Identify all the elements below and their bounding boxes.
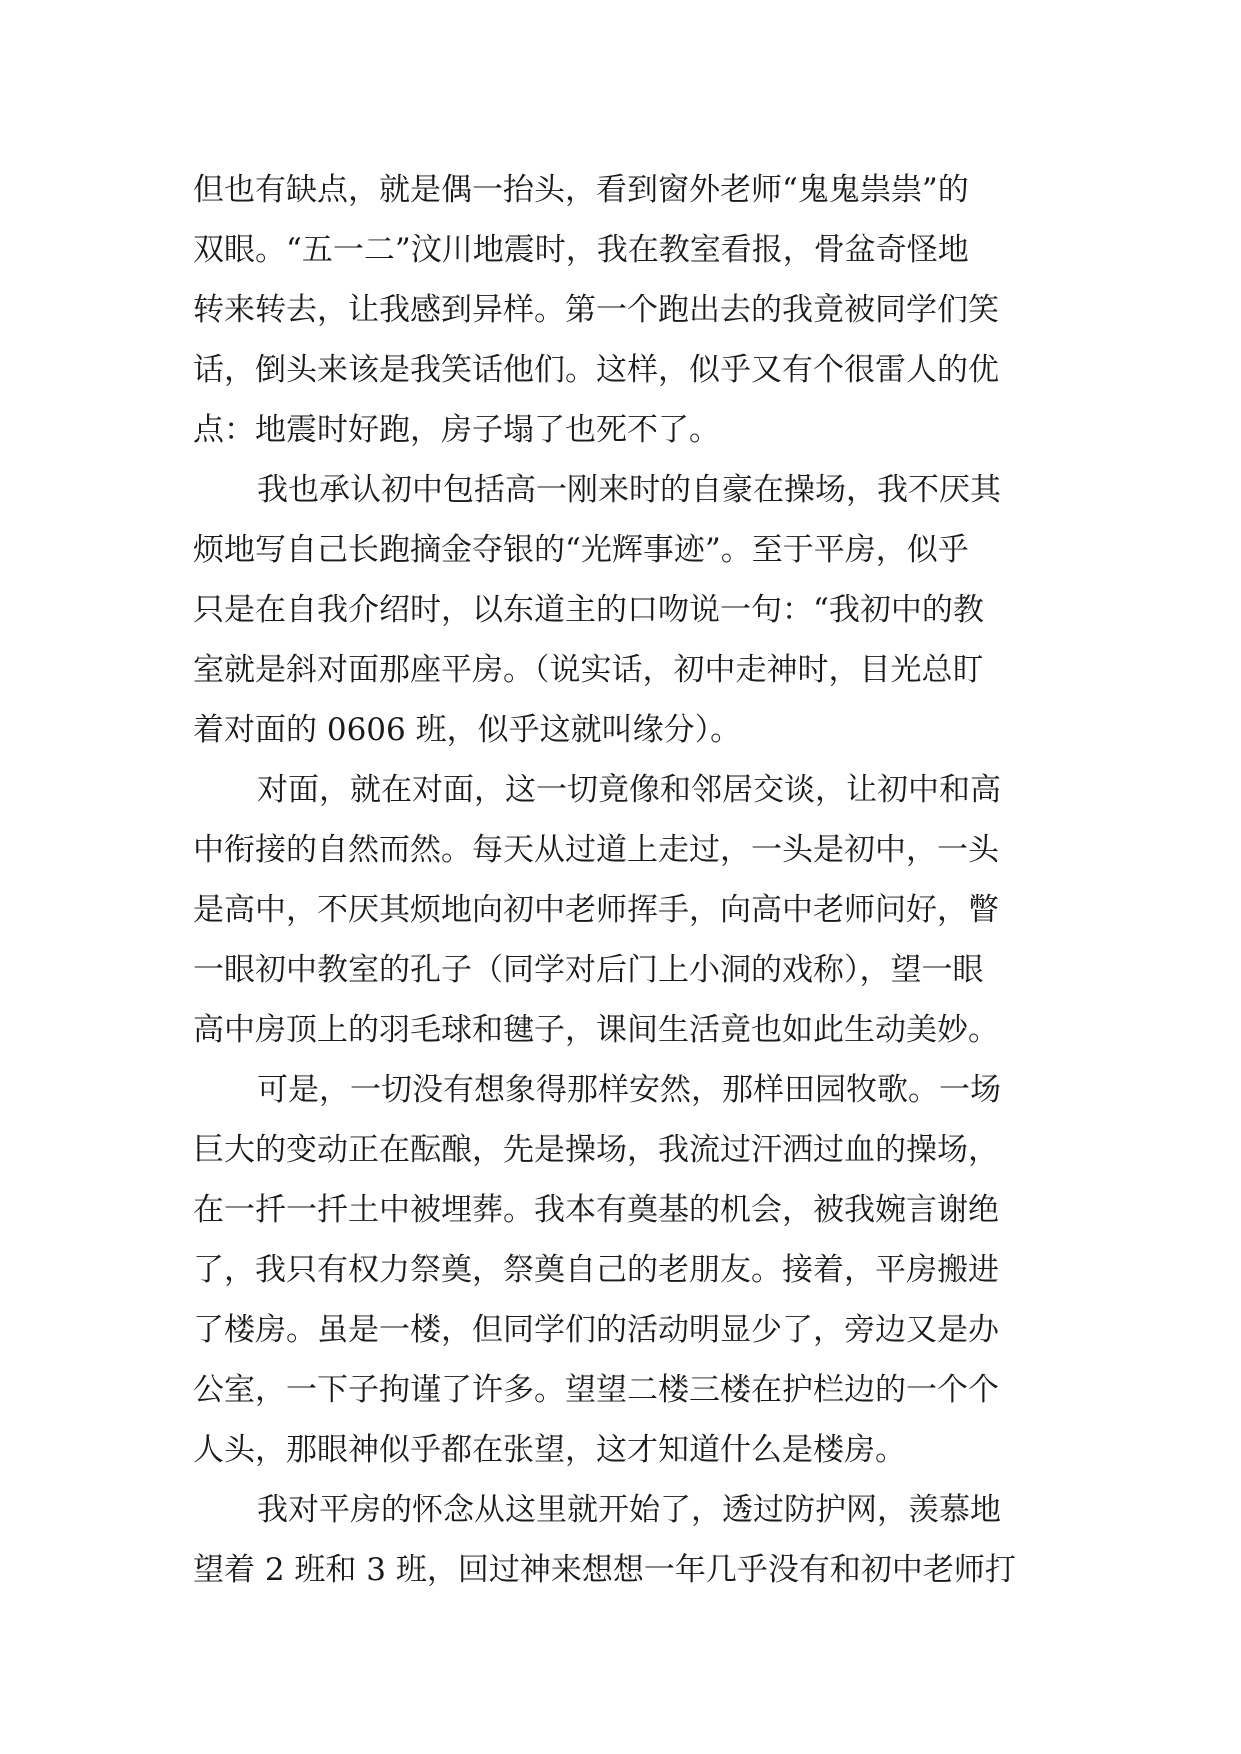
- text-line: 高中房顶上的羽毛球和毽子，课间生活竟也如此生动美妙。: [193, 1012, 999, 1048]
- text-line: 了楼房。虽是一楼，但同学们的活动明显少了，旁边又是办: [193, 1312, 999, 1348]
- text-line: 公室，一下子拘谨了许多。望望二楼三楼在护栏边的一个个: [193, 1372, 999, 1408]
- text-line: 室就是斜对面那座平房。（说实话，初中走神时，目光总盯: [193, 652, 984, 688]
- paragraph-first-line: 对面，就在对面，这一切竟像和邻居交谈，让初中和高: [257, 772, 1001, 808]
- text-line: 一眼初中教室的孔子（同学对后门上小洞的戏称），望一眼: [193, 952, 984, 988]
- text-line: 点：地震时好跑，房子塌了也死不了。: [193, 412, 720, 448]
- paragraph-first-line: 我对平房的怀念从这里就开始了，透过防护网，羡慕地: [257, 1492, 1001, 1528]
- paragraph-first-line: 我也承认初中包括高一刚来时的自豪在操场，我不厌其: [257, 472, 1001, 508]
- text-line: 双眼。“五一二”汶川地震时，我在教室看报，骨盆奇怪地: [193, 232, 969, 268]
- text-line: 烦地写自己长跑摘金夺银的“光辉事迹”。至于平房，似乎: [193, 532, 969, 568]
- text-line: 但也有缺点，就是偶一抬头，看到窗外老师“鬼鬼祟祟”的: [193, 172, 969, 208]
- text-line: 是高中，不厌其烦地向初中老师挥手，向高中老师问好，瞥: [193, 892, 999, 928]
- text-line: 中衔接的自然而然。每天从过道上走过，一头是初中，一头: [193, 832, 999, 868]
- text-line: 巨大的变动正在酝酿，先是操场，我流过汗洒过血的操场，: [193, 1132, 999, 1168]
- text-line: 着对面的 0606 班，似乎这就叫缘分）。: [193, 712, 742, 748]
- text-line: 了，我只有权力祭奠，祭奠自己的老朋友。接着，平房搬进: [193, 1252, 999, 1288]
- essay-body: [193, 160, 1053, 1600]
- text-line: 只是在自我介绍时，以东道主的口吻说一句：“我初中的教: [193, 592, 984, 628]
- text-line: 人头，那眼神似乎都在张望，这才知道什么是楼房。: [193, 1432, 906, 1468]
- text-line: 在一扦一扦土中被埋葬。我本有奠基的机会，被我婉言谢绝: [193, 1192, 999, 1228]
- text-line: 望着 2 班和 3 班，回过神来想想一年几乎没有和初中老师打: [193, 1552, 1016, 1588]
- text-line: 转来转去，让我感到异样。第一个跑出去的我竟被同学们笑: [193, 292, 999, 328]
- paragraph-first-line: 可是，一切没有想象得那样安然，那样田园牧歌。一场: [257, 1072, 1001, 1108]
- text-line: 话，倒头来该是我笑话他们。这样，似乎又有个很雷人的优: [193, 352, 999, 388]
